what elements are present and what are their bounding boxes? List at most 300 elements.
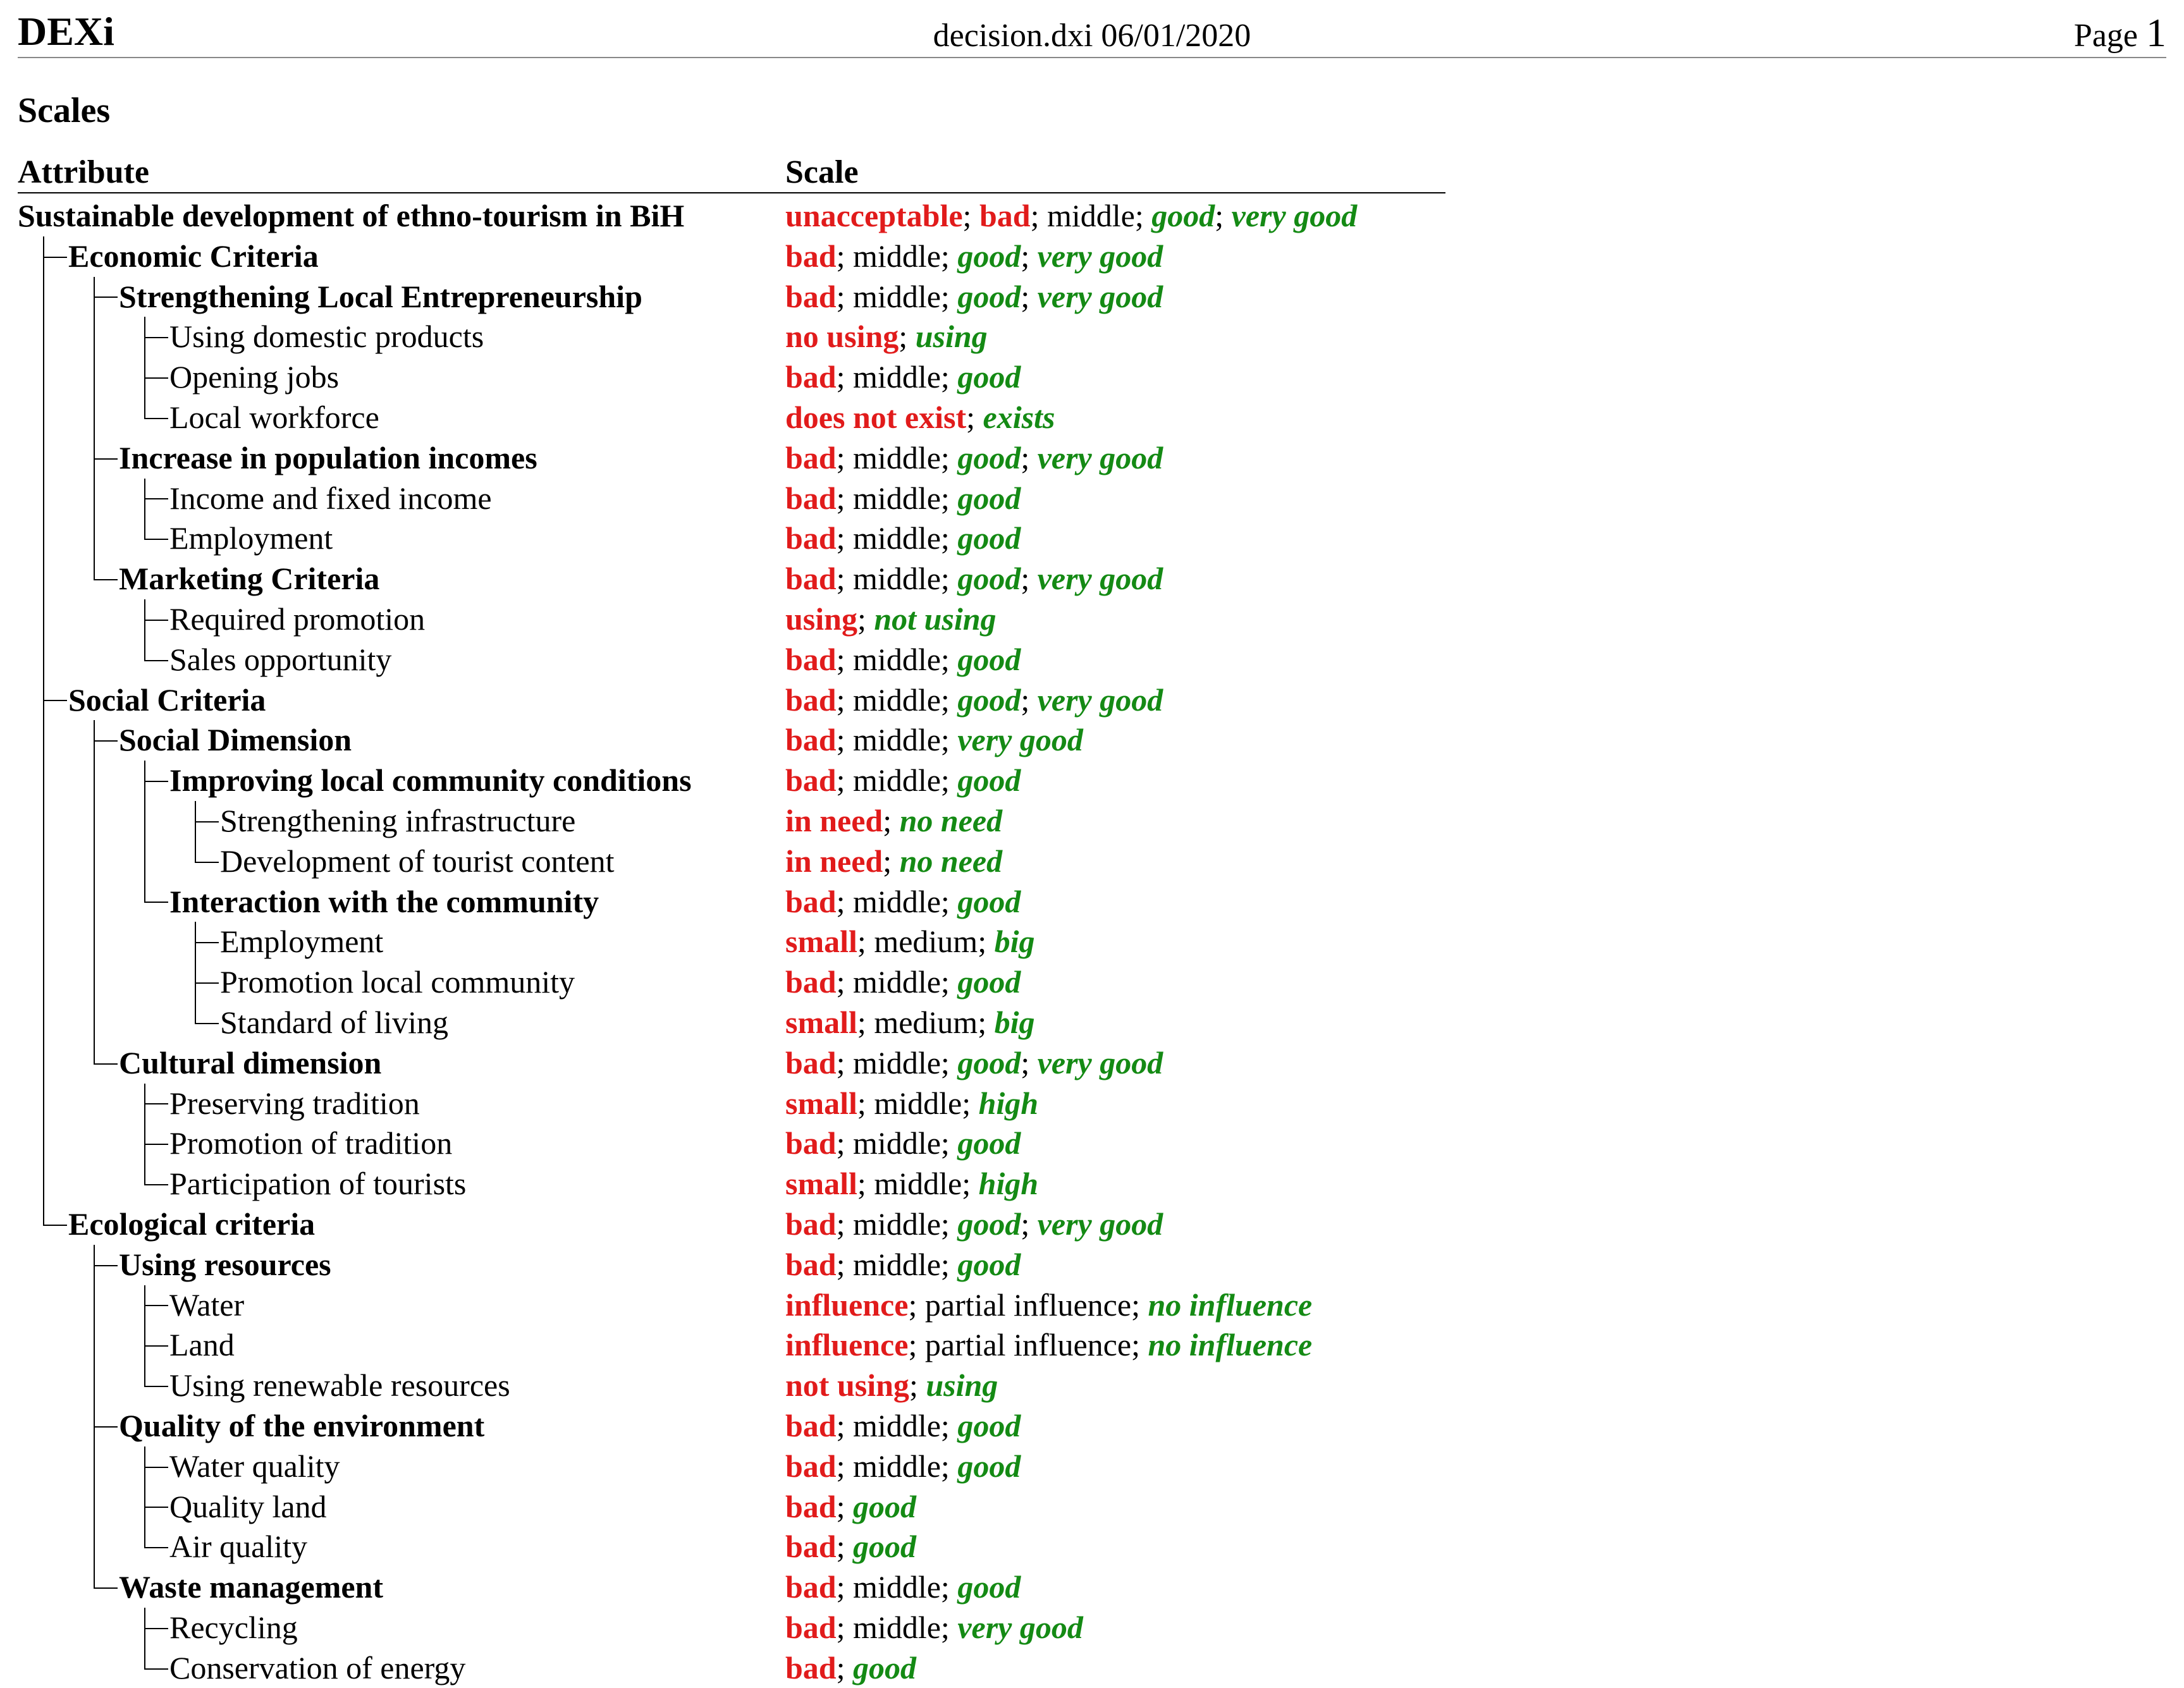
scale-values xyxy=(785,680,1163,721)
scale-values xyxy=(785,438,1163,479)
scale-values xyxy=(785,599,997,640)
table-row xyxy=(0,1527,2184,1567)
tree-line xyxy=(144,1366,145,1386)
scale-value-bad: bad xyxy=(785,1448,837,1484)
tree-line xyxy=(43,761,44,801)
tree-branch xyxy=(144,660,168,661)
tree-branch xyxy=(195,1023,219,1024)
scale-values xyxy=(785,922,1035,962)
table-row xyxy=(0,680,2184,721)
tree-line xyxy=(43,479,44,519)
scale-value-neutral: middle xyxy=(853,439,941,475)
attribute-label: Economic Criteria xyxy=(68,238,319,274)
tree-branch xyxy=(144,1305,168,1306)
attribute-label: Standard of living xyxy=(220,1004,449,1040)
scale-value-good: very good xyxy=(957,722,1083,758)
scale-value-good: good xyxy=(957,520,1021,556)
tree-line xyxy=(43,1204,44,1225)
table-header-rule xyxy=(18,192,1445,193)
scale-value-good: good xyxy=(957,1448,1021,1484)
table-row xyxy=(0,317,2184,357)
scale-value-good: good xyxy=(957,1407,1021,1443)
scale-value-neutral: middle xyxy=(874,1166,962,1202)
tree-branch xyxy=(144,498,168,499)
scale-values xyxy=(785,398,1055,438)
attribute-label: Conservation of energy xyxy=(169,1649,466,1685)
tree-line xyxy=(94,1043,95,1063)
tree-branch xyxy=(195,862,219,863)
attribute-label: Sustainable development of ethno-tourism in BiH xyxy=(18,198,685,233)
tree-line xyxy=(94,882,95,922)
attribute-label: Quality land xyxy=(169,1488,327,1524)
scale-value-good: good xyxy=(957,641,1021,677)
attribute-label: Social Dimension xyxy=(119,722,352,758)
scale-separator: ; xyxy=(836,762,854,798)
tree-line xyxy=(94,518,95,559)
tree-branch xyxy=(144,1103,168,1104)
scale-value-bad: bad xyxy=(785,520,837,556)
scale-separator: ; xyxy=(836,1488,854,1524)
scale-values xyxy=(785,559,1163,599)
scale-values xyxy=(785,1245,1021,1285)
table-row xyxy=(0,1285,2184,1326)
table-row xyxy=(0,1487,2184,1527)
table-row xyxy=(0,236,2184,277)
scale-value-neutral: middle xyxy=(853,1407,941,1443)
attribute-label: Improving local community conditions xyxy=(169,762,692,798)
scale-separator: ; xyxy=(836,1407,854,1443)
scale-value-bad: bad xyxy=(785,1488,837,1524)
scale-value-bad: small xyxy=(785,924,857,960)
scale-value-bad: bad xyxy=(785,1206,837,1242)
tree-line xyxy=(94,357,95,398)
tree-branch xyxy=(94,458,118,460)
scale-value-neutral: middle xyxy=(853,762,941,798)
scale-values xyxy=(785,236,1163,277)
scale-separator: ; xyxy=(899,319,916,355)
table-row xyxy=(0,398,2184,438)
table-row xyxy=(0,720,2184,761)
scale-values xyxy=(785,518,1021,559)
tree-line xyxy=(94,1527,95,1567)
tree-line xyxy=(43,720,44,761)
tree-line xyxy=(94,398,95,438)
attribute-label: Promotion local community xyxy=(220,964,575,1000)
attribute-label: Ecological criteria xyxy=(68,1206,316,1242)
table-row xyxy=(0,1648,2184,1688)
scale-values xyxy=(785,357,1021,398)
scale-separator: ; xyxy=(940,1448,958,1484)
tree-branch xyxy=(43,1225,67,1226)
scale-separator: ; xyxy=(940,480,958,516)
scale-value-bad: no using xyxy=(785,319,899,355)
table-row xyxy=(0,1164,2184,1204)
table-row xyxy=(0,841,2184,882)
scale-value-neutral: middle xyxy=(853,1125,941,1161)
scale-value-good: good xyxy=(853,1529,917,1565)
scale-separator: ; xyxy=(940,1044,958,1080)
table-row xyxy=(0,599,2184,640)
tree-branch xyxy=(144,1467,168,1468)
scale-separator: ; xyxy=(836,1448,854,1484)
scale-value-good: exists xyxy=(983,399,1055,435)
scale-value-good: good xyxy=(853,1488,917,1524)
scale-value-bad: bad xyxy=(785,1407,837,1443)
attribute-label: Land xyxy=(169,1327,235,1363)
tree-line xyxy=(144,801,145,841)
scale-values xyxy=(785,1084,1038,1124)
scale-value-bad: small xyxy=(785,1085,857,1121)
scale-separator: ; xyxy=(1215,198,1232,233)
scale-separator: ; xyxy=(978,924,995,960)
tree-branch xyxy=(144,1144,168,1145)
file-info: decision.dxi 06/01/2020 xyxy=(933,18,1251,54)
tree-branch xyxy=(94,740,118,742)
scale-value-bad: bad xyxy=(785,238,837,274)
scale-value-bad: bad xyxy=(785,1246,837,1282)
scale-value-bad: bad xyxy=(785,1044,837,1080)
scale-separator: ; xyxy=(940,359,958,395)
scale-value-good: no influence xyxy=(1148,1327,1313,1363)
tree-line xyxy=(43,317,44,357)
tree-branch xyxy=(43,700,67,701)
tree-branch xyxy=(144,418,168,419)
page-number: 1 xyxy=(2146,10,2166,55)
scale-separator: ; xyxy=(836,964,854,1000)
tree-line xyxy=(43,1003,44,1043)
scale-separator: ; xyxy=(940,238,958,274)
scale-values xyxy=(785,801,1002,841)
attribute-label: Sales opportunity xyxy=(169,641,392,677)
scale-separator: ; xyxy=(962,1166,979,1202)
scale-value-good: big xyxy=(994,924,1035,960)
table-row xyxy=(0,1567,2184,1608)
attribute-label: Quality of the environment xyxy=(119,1407,485,1443)
tree-branch xyxy=(43,257,67,258)
scale-value-bad: bad xyxy=(785,641,837,677)
tree-line xyxy=(43,1084,44,1124)
scale-separator: ; xyxy=(940,1407,958,1443)
attribute-label: Water quality xyxy=(169,1448,340,1484)
page-indicator xyxy=(2074,9,2166,60)
scale-value-neutral: middle xyxy=(853,561,941,597)
scale-value-neutral: middle xyxy=(853,1246,941,1282)
tree-branch xyxy=(144,1668,168,1670)
tree-line xyxy=(94,317,95,357)
scale-value-neutral: middle xyxy=(853,520,941,556)
scale-separator: ; xyxy=(836,1649,854,1685)
scale-separator: ; xyxy=(1021,439,1038,475)
tree-line xyxy=(43,1123,44,1164)
tree-line xyxy=(94,761,95,801)
scale-value-good: using xyxy=(915,319,988,355)
tree-branch xyxy=(144,1184,168,1185)
scale-separator: ; xyxy=(836,520,854,556)
tree-branch xyxy=(144,1547,168,1548)
scale-value-bad: small xyxy=(785,1004,857,1040)
scale-value-good: good xyxy=(957,883,1021,919)
tree-line xyxy=(94,1003,95,1043)
scale-separator: ; xyxy=(940,1246,958,1282)
scale-value-good: big xyxy=(994,1004,1035,1040)
scale-values xyxy=(785,1325,1312,1366)
table-row xyxy=(0,962,2184,1003)
scale-value-good: very good xyxy=(1037,278,1163,314)
table-row xyxy=(0,801,2184,841)
scale-value-good: good xyxy=(957,480,1021,516)
scale-separator: ; xyxy=(836,1246,854,1282)
scale-values xyxy=(785,1123,1021,1164)
scale-values xyxy=(785,962,1021,1003)
tree-line xyxy=(94,1487,95,1527)
scale-value-bad: bad xyxy=(785,480,837,516)
scale-separator: ; xyxy=(909,1367,926,1404)
scale-separator: ; xyxy=(836,883,854,919)
scale-value-neutral: medium xyxy=(874,924,978,960)
scale-value-good: good xyxy=(957,1125,1021,1161)
scale-separator: ; xyxy=(966,399,983,435)
tree-line xyxy=(94,1325,95,1366)
scale-separator: ; xyxy=(836,1125,854,1161)
tree-line xyxy=(94,1567,95,1587)
scale-value-good: good xyxy=(957,439,1021,475)
attribute-label: Employment xyxy=(220,924,384,960)
table-row xyxy=(0,559,2184,599)
tree-line xyxy=(43,357,44,398)
scale-separator: ; xyxy=(1134,198,1152,233)
scale-separator: ; xyxy=(883,843,900,879)
scale-value-bad: in need xyxy=(785,802,883,838)
scale-values xyxy=(785,720,1083,761)
scale-separator: ; xyxy=(836,682,854,718)
table-row xyxy=(0,277,2184,317)
scale-values xyxy=(785,1164,1038,1204)
tree-branch xyxy=(144,337,168,338)
scale-value-good: good xyxy=(957,359,1021,395)
tree-line xyxy=(43,640,44,680)
tree-line xyxy=(94,479,95,519)
attribute-label: Participation of tourists xyxy=(169,1166,467,1202)
tree-line xyxy=(43,801,44,841)
attribute-label: Cultural dimension xyxy=(119,1044,382,1080)
scale-separator: ; xyxy=(940,1125,958,1161)
scale-values xyxy=(785,1446,1021,1487)
scale-separator: ; xyxy=(908,1327,925,1363)
scale-value-bad: not using xyxy=(785,1367,909,1404)
scale-separator: ; xyxy=(836,359,854,395)
tree-line xyxy=(43,438,44,479)
scale-value-neutral: middle xyxy=(853,278,941,314)
scale-value-bad: bad xyxy=(785,278,837,314)
scale-value-bad: bad xyxy=(785,682,837,718)
scale-values xyxy=(785,1366,998,1406)
scale-separator: ; xyxy=(836,1609,854,1645)
tree-branch xyxy=(144,1345,168,1347)
scale-value-good: very good xyxy=(1037,561,1163,597)
scale-value-bad: bad xyxy=(785,883,837,919)
scale-separator: ; xyxy=(908,1287,925,1323)
scale-value-bad: bad xyxy=(785,1609,837,1645)
attribute-label: Income and fixed income xyxy=(169,480,492,516)
scale-value-bad: bad xyxy=(785,1649,837,1685)
scale-value-bad: influence xyxy=(785,1287,909,1323)
scale-value-bad: bad xyxy=(785,359,837,395)
scale-separator: ; xyxy=(940,682,958,718)
scale-value-neutral: middle xyxy=(853,359,941,395)
attribute-label: Strengthening infrastructure xyxy=(220,802,576,838)
scale-values xyxy=(785,317,988,357)
tree-branch xyxy=(144,377,168,379)
attribute-label: Opening jobs xyxy=(169,359,340,395)
tree-line xyxy=(43,1043,44,1084)
scale-value-good: high xyxy=(978,1166,1039,1202)
tree-branch xyxy=(195,982,219,984)
tree-line xyxy=(43,882,44,922)
scale-separator: ; xyxy=(1021,238,1038,274)
scale-separator: ; xyxy=(857,1085,874,1121)
tree-branch xyxy=(144,1628,168,1629)
scale-value-good: good xyxy=(957,762,1021,798)
tree-line xyxy=(94,801,95,841)
table-row xyxy=(0,1123,2184,1164)
scale-value-bad: bad xyxy=(785,964,837,1000)
scale-separator: ; xyxy=(940,278,958,314)
tree-line xyxy=(43,599,44,640)
header-rule xyxy=(18,57,2166,58)
scale-separator: ; xyxy=(836,561,854,597)
table-row xyxy=(0,922,2184,962)
scale-value-bad: bad xyxy=(785,1569,837,1605)
scale-values xyxy=(785,640,1021,680)
table-row xyxy=(0,1245,2184,1285)
attribute-label: Water xyxy=(169,1287,245,1323)
tree-line xyxy=(43,518,44,559)
table-row xyxy=(0,640,2184,680)
tree-branch xyxy=(94,1063,118,1065)
scale-value-neutral: partial influence xyxy=(924,1327,1132,1363)
scale-values xyxy=(785,1285,1312,1326)
scale-separator: ; xyxy=(978,1004,995,1040)
scale-value-good: good xyxy=(957,964,1021,1000)
scale-values xyxy=(785,1204,1163,1245)
scale-separator: ; xyxy=(962,1085,979,1121)
scale-value-good: good xyxy=(853,1649,917,1685)
scale-value-bad: small xyxy=(785,1166,857,1202)
scale-separator: ; xyxy=(836,1206,854,1242)
tree-branch xyxy=(195,942,219,943)
tree-line xyxy=(144,1164,145,1184)
scale-value-neutral: partial influence xyxy=(924,1287,1132,1323)
scale-separator: ; xyxy=(836,641,854,677)
scale-value-good: not using xyxy=(874,601,997,637)
scale-value-good: good xyxy=(957,1044,1021,1080)
scale-value-neutral: middle xyxy=(853,480,941,516)
scale-value-bad: bad xyxy=(785,439,837,475)
scale-value-good: good xyxy=(957,1206,1021,1242)
scale-separator: ; xyxy=(836,278,854,314)
scale-values xyxy=(785,1406,1021,1446)
scale-value-good: good xyxy=(957,238,1021,274)
scale-value-neutral: middle xyxy=(853,1609,941,1645)
table-row xyxy=(0,882,2184,922)
scale-values xyxy=(785,761,1021,801)
scale-value-good: no influence xyxy=(1148,1287,1313,1323)
scale-separator: ; xyxy=(940,561,958,597)
scale-values xyxy=(785,479,1021,519)
tree-line xyxy=(144,640,145,660)
attribute-label: Promotion of tradition xyxy=(169,1125,453,1161)
tree-line xyxy=(43,277,44,317)
tree-line xyxy=(144,882,145,902)
tree-branch xyxy=(144,1507,168,1508)
scale-separator: ; xyxy=(883,802,900,838)
scale-value-neutral: middle xyxy=(853,964,941,1000)
tree-branch xyxy=(144,539,168,540)
scale-value-neutral: middle xyxy=(853,1569,941,1605)
page-label: Page xyxy=(2073,18,2138,54)
scale-value-good: good xyxy=(957,682,1021,718)
tree-line xyxy=(43,962,44,1003)
table-row xyxy=(0,196,2184,236)
tree-line xyxy=(94,559,95,579)
table-row xyxy=(0,761,2184,801)
tree-line xyxy=(94,1366,95,1406)
tree-line xyxy=(94,1285,95,1326)
scale-value-good: good xyxy=(957,561,1021,597)
table-row xyxy=(0,1446,2184,1487)
scale-values xyxy=(785,1567,1021,1608)
table-row xyxy=(0,479,2184,519)
scale-value-bad: influence xyxy=(785,1327,909,1363)
scale-separator: ; xyxy=(940,641,958,677)
tree-branch xyxy=(144,1386,168,1387)
tree-line xyxy=(94,1446,95,1487)
scale-value-bad: bad xyxy=(785,762,837,798)
scale-values xyxy=(785,1003,1035,1043)
scale-value-good: high xyxy=(978,1085,1039,1121)
scale-separator: ; xyxy=(1021,1206,1038,1242)
tree-line xyxy=(144,1527,145,1547)
scale-value-neutral: middle xyxy=(853,1206,941,1242)
scale-separator: ; xyxy=(940,439,958,475)
scale-value-good: very good xyxy=(1037,1206,1163,1242)
scale-separator: ; xyxy=(836,722,854,758)
scale-values xyxy=(785,1608,1083,1648)
column-header-attribute: Attribute xyxy=(18,154,149,190)
scale-value-good: very good xyxy=(1037,1044,1163,1080)
scale-value-good: very good xyxy=(1037,682,1163,718)
tree-line xyxy=(43,841,44,882)
scale-value-neutral: middle xyxy=(853,1044,941,1080)
tree-line xyxy=(43,922,44,962)
scale-separator: ; xyxy=(940,1609,958,1645)
attribute-label: Using domestic products xyxy=(169,319,484,355)
scale-separator: ; xyxy=(1131,1327,1148,1363)
attribute-label: Air quality xyxy=(169,1529,308,1565)
scales-table xyxy=(0,196,2184,1688)
attribute-label: Recycling xyxy=(169,1609,298,1645)
table-row xyxy=(0,1406,2184,1446)
scale-value-neutral: middle xyxy=(853,238,941,274)
attribute-label: Preserving tradition xyxy=(169,1085,420,1121)
table-row xyxy=(0,357,2184,398)
tree-branch xyxy=(144,620,168,621)
scale-separator: ; xyxy=(836,480,854,516)
tree-branch xyxy=(94,297,118,298)
scale-separator: ; xyxy=(940,883,958,919)
scale-value-good: good xyxy=(957,1569,1021,1605)
scale-separator: ; xyxy=(836,1044,854,1080)
